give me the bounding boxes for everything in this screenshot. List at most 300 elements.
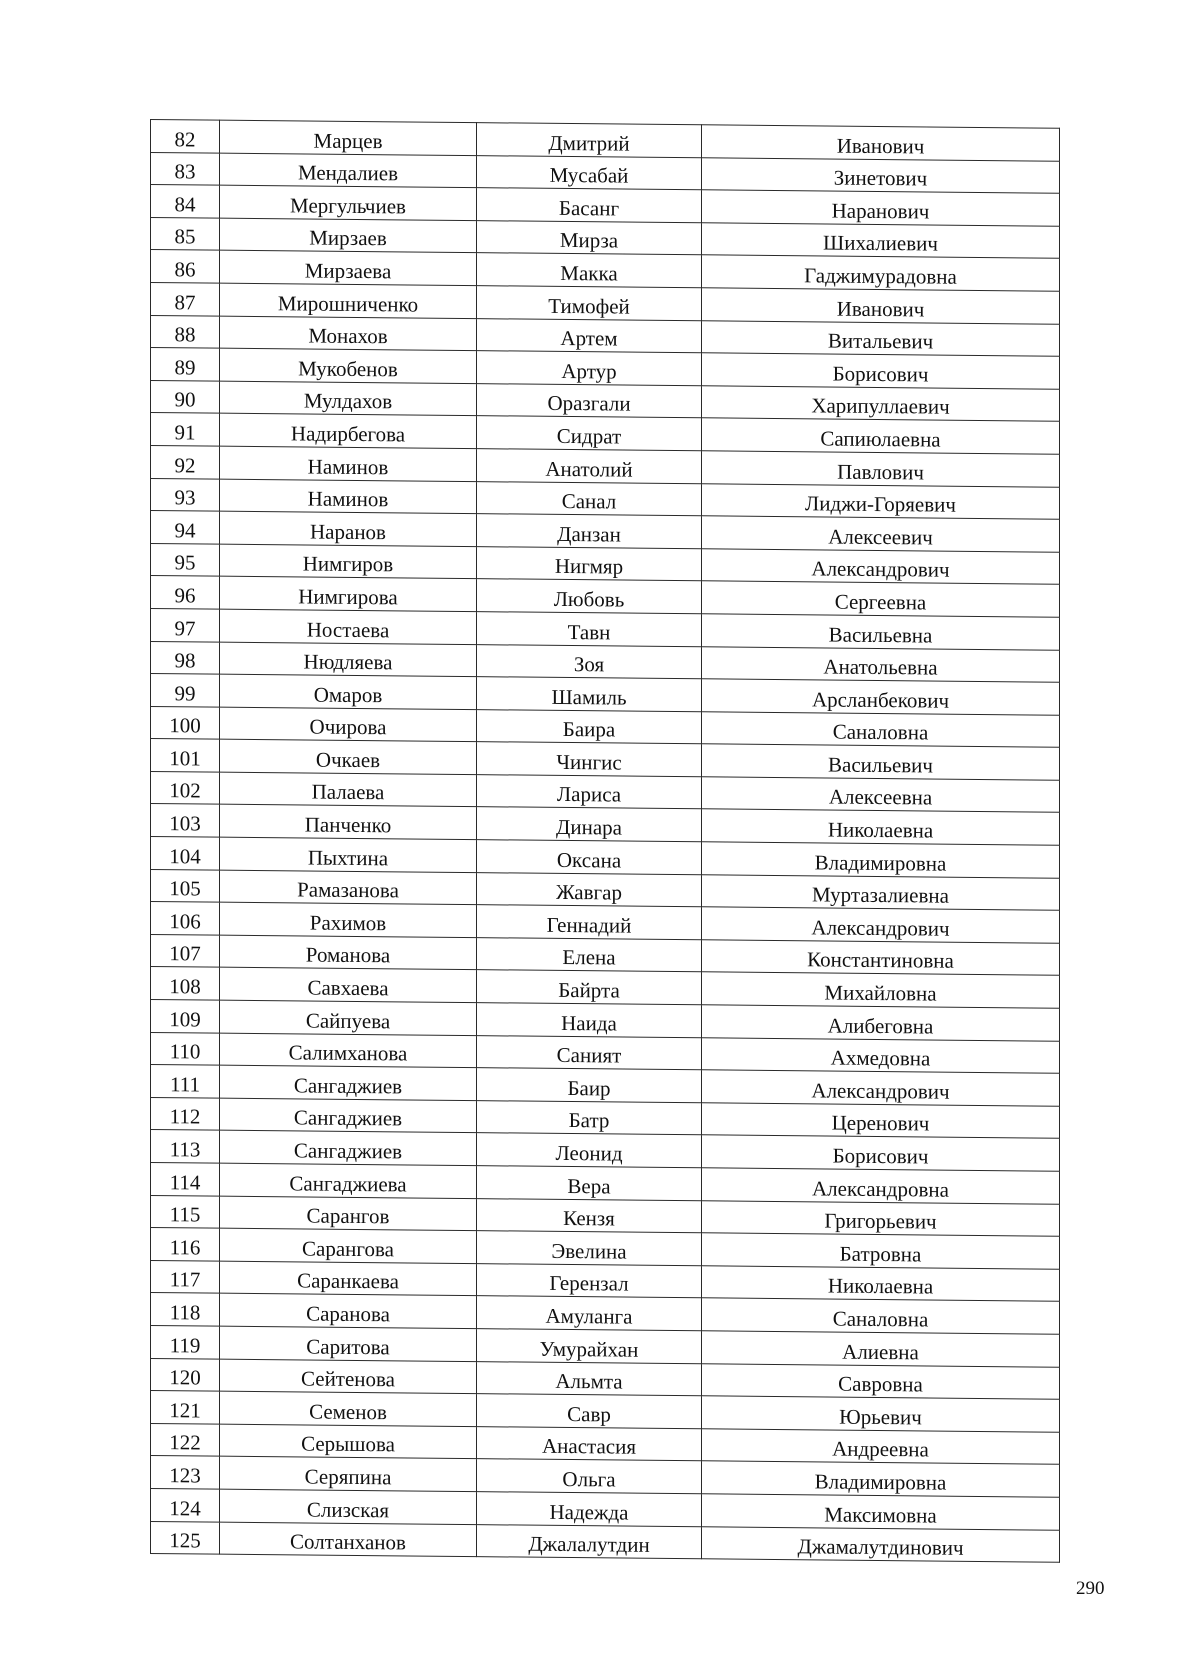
first-name-cell [477, 872, 702, 907]
first-name-cell [477, 1492, 702, 1527]
last-name-cell-text: Саранова [306, 1301, 390, 1327]
last-name-cell-text: Мирзаева [304, 258, 392, 284]
first-name-cell-text: Оразгали [547, 391, 631, 416]
first-name-cell [477, 579, 702, 614]
patronymic-cell [702, 1526, 1060, 1562]
first-name-cell [477, 807, 702, 842]
patronymic-cell-text: Гаджимурадовна [804, 263, 957, 289]
last-name-cell [220, 251, 477, 286]
last-name-cell [220, 185, 477, 220]
first-name-cell-text: Баир [567, 1075, 611, 1101]
last-name-cell [220, 1391, 477, 1426]
row-number-cell [151, 152, 220, 185]
row-number-cell-text: 109 [169, 1006, 201, 1032]
first-name-cell [477, 188, 702, 223]
roster-table-body [151, 120, 1060, 1563]
patronymic-cell-text: Андреевна [832, 1436, 929, 1462]
row-number-cell-text: 101 [169, 746, 201, 771]
row-number-cell [151, 1032, 220, 1065]
patronymic-cell [702, 223, 1060, 259]
row-number-cell [151, 217, 220, 250]
last-name-cell [220, 772, 477, 807]
row-number-cell [151, 511, 220, 544]
last-name-cell-text: Сайпуева [305, 1008, 391, 1033]
last-name-cell-text: Семенов [309, 1399, 387, 1425]
last-name-cell-text: Саранкаева [297, 1268, 399, 1294]
row-number-cell [151, 1163, 220, 1196]
first-name-cell [477, 1035, 702, 1070]
patronymic-cell [702, 1396, 1060, 1432]
row-number-cell-text: 96 [174, 583, 196, 608]
first-name-cell-text: Шамиль [551, 684, 627, 710]
first-name-cell [477, 449, 702, 484]
row-number-cell-text: 94 [174, 517, 196, 543]
first-name-cell [477, 253, 702, 288]
patronymic-cell-text: Борисович [832, 361, 929, 387]
first-name-cell [477, 775, 702, 810]
row-number-cell-text: 118 [169, 1300, 201, 1325]
patronymic-cell [702, 711, 1060, 747]
patronymic-cell-text: Церенович [831, 1110, 930, 1136]
last-name-cell [220, 1326, 477, 1361]
first-name-cell-text: Жавгар [556, 880, 622, 905]
first-name-cell [477, 546, 702, 581]
patronymic-cell-text: Савровна [838, 1371, 923, 1397]
row-number-cell-text: 85 [174, 224, 196, 249]
patronymic-cell-text: Юрьевич [839, 1404, 922, 1430]
patronymic-cell-text: Константиновна [807, 947, 954, 974]
first-name-cell-text: Анастасия [541, 1434, 637, 1460]
last-name-cell-text: Рахимов [309, 910, 387, 936]
row-number-cell [151, 413, 220, 446]
last-name-cell-text: Романова [305, 942, 391, 968]
first-name-cell [477, 416, 702, 451]
patronymic-cell-text: Алексеевна [828, 784, 933, 810]
patronymic-cell-text: Васильевна [828, 622, 933, 648]
first-name-cell-text: Эвелина [551, 1238, 627, 1264]
first-name-cell-text: Баира [562, 717, 616, 742]
last-name-cell-text: Надирбегова [290, 421, 406, 447]
last-name-cell [220, 218, 477, 253]
patronymic-cell-text: Александрович [811, 1078, 950, 1104]
last-name-cell-text: Мукобенов [298, 356, 398, 382]
last-name-cell [220, 1131, 477, 1166]
first-name-cell-text: Саният [556, 1043, 622, 1068]
patronymic-cell [702, 288, 1060, 324]
last-name-cell-text: Саритова [306, 1334, 390, 1359]
first-name-cell [477, 1524, 702, 1559]
row-number-cell-text: 119 [169, 1332, 201, 1358]
row-number-cell-text: 89 [174, 354, 196, 380]
row-number-cell [151, 837, 220, 870]
row-number-cell [151, 120, 220, 153]
patronymic-cell-text: Арсланбекович [811, 687, 950, 713]
row-number-cell [151, 1097, 220, 1130]
patronymic-cell [702, 907, 1060, 943]
first-name-cell [477, 318, 702, 353]
first-name-cell [477, 1003, 702, 1038]
last-name-cell-text: Нимгирова [298, 584, 398, 610]
last-name-cell-text: Очирова [309, 714, 387, 740]
row-number-cell-text: 104 [169, 843, 201, 869]
patronymic-cell-text: Лиджи-Горяевич [805, 491, 956, 517]
last-name-cell [220, 1196, 477, 1231]
first-name-cell [477, 742, 702, 777]
first-name-cell [477, 937, 702, 972]
first-name-cell-text: Умурайхан [539, 1336, 639, 1362]
row-number-cell [151, 706, 220, 739]
last-name-cell [220, 642, 477, 677]
row-number-cell [151, 1195, 220, 1228]
patronymic-cell-text: Владимировна [814, 1469, 947, 1495]
patronymic-cell-text: Николаевна [827, 817, 934, 843]
first-name-cell-text: Лариса [556, 782, 622, 807]
first-name-cell-text: Вера [567, 1173, 611, 1199]
last-name-cell [220, 1065, 477, 1100]
row-number-cell-text: 97 [174, 615, 196, 640]
row-number-cell-text: 123 [169, 1463, 201, 1488]
last-name-cell [220, 1522, 477, 1557]
last-name-cell-text: Серяпина [304, 1464, 392, 1490]
row-number-cell-text: 113 [169, 1137, 201, 1162]
row-number-cell [151, 739, 220, 772]
row-number-cell-text: 106 [169, 909, 201, 934]
first-name-cell [477, 481, 702, 516]
first-name-cell-text: Елена [562, 945, 616, 970]
first-name-cell-text: Басанг [558, 195, 620, 221]
row-number-cell-text: 100 [169, 713, 201, 738]
first-name-cell-text: Савр [567, 1401, 611, 1427]
last-name-cell [220, 674, 477, 709]
row-number-cell [151, 1065, 220, 1098]
first-name-cell-text: Геннадий [546, 912, 632, 938]
row-number-cell [151, 1325, 220, 1358]
row-number-cell [151, 543, 220, 576]
row-number-cell [151, 934, 220, 967]
patronymic-cell-text: Алексеевич [828, 524, 933, 550]
first-name-cell [477, 1394, 702, 1429]
last-name-cell [220, 153, 477, 188]
first-name-cell-text: Любовь [553, 586, 625, 612]
row-number-cell [151, 1358, 220, 1391]
patronymic-cell [702, 320, 1060, 356]
patronymic-cell [702, 777, 1060, 813]
first-name-cell [477, 1459, 702, 1494]
last-name-cell [220, 707, 477, 742]
row-number-cell [151, 250, 220, 283]
patronymic-cell [702, 255, 1060, 291]
row-number-cell-text: 105 [169, 876, 201, 901]
row-number-cell-text: 116 [169, 1234, 201, 1260]
first-name-cell [477, 1198, 702, 1233]
patronymic-cell-text: Николаевна [827, 1273, 934, 1299]
row-number-cell [151, 576, 220, 609]
row-number-cell [151, 674, 220, 707]
first-name-cell [477, 709, 702, 744]
first-name-cell [477, 1361, 702, 1396]
patronymic-cell-text: Владимировна [814, 850, 947, 876]
last-name-cell-text: Сангаджиева [289, 1170, 407, 1197]
last-name-cell [220, 316, 477, 351]
first-name-cell [477, 1296, 702, 1331]
row-number-cell-text: 82 [174, 126, 196, 152]
last-name-cell [220, 544, 477, 579]
patronymic-cell [702, 1363, 1060, 1399]
patronymic-cell-text: Батровна [839, 1241, 922, 1267]
page-number: 290 [1076, 1578, 1105, 1599]
first-name-cell-text: Герензал [549, 1271, 629, 1296]
last-name-cell [220, 837, 477, 872]
last-name-cell [220, 1033, 477, 1068]
patronymic-cell-text: Шихалиевич [823, 230, 938, 256]
first-name-cell-text: Наида [561, 1010, 617, 1036]
patronymic-cell [702, 1200, 1060, 1236]
row-number-cell [151, 1423, 220, 1456]
patronymic-cell-text: Александровна [812, 1175, 949, 1202]
first-name-cell-text: Мирза [559, 228, 619, 253]
last-name-cell-text: Мулдахов [303, 388, 393, 414]
patronymic-cell-text: Иванович [836, 296, 925, 321]
row-number-cell [151, 771, 220, 804]
first-name-cell [477, 1263, 702, 1298]
row-number-cell [151, 902, 220, 935]
row-number-cell-text: 111 [170, 1072, 200, 1097]
patronymic-cell-text: Васильевич [828, 752, 933, 778]
last-name-cell [220, 1489, 477, 1524]
patronymic-cell [702, 1266, 1060, 1302]
patronymic-cell [702, 1461, 1060, 1497]
row-number-cell-text: 84 [174, 192, 196, 217]
patronymic-cell-text: Зинетович [833, 165, 928, 191]
first-name-cell [477, 1329, 702, 1364]
first-name-cell [477, 123, 702, 158]
first-name-cell-text: Артур [561, 358, 617, 384]
first-name-cell-text: Макка [560, 260, 618, 286]
row-number-cell [151, 804, 220, 837]
row-number-cell-text: 117 [169, 1267, 201, 1292]
patronymic-cell-text: Павлович [837, 459, 924, 484]
patronymic-cell-text: Джамалутдинович [797, 1534, 964, 1560]
patronymic-cell-text: Александрович [811, 915, 950, 941]
patronymic-cell [702, 614, 1060, 650]
patronymic-cell [702, 549, 1060, 585]
first-name-cell [477, 970, 702, 1005]
first-name-cell [477, 905, 702, 940]
last-name-cell [220, 576, 477, 611]
first-name-cell-text: Леонид [555, 1140, 623, 1166]
last-name-cell [220, 968, 477, 1003]
first-name-cell [477, 840, 702, 875]
last-name-cell [220, 1359, 477, 1394]
first-name-cell-text: Нигмяр [554, 554, 624, 579]
row-number-cell [151, 478, 220, 511]
patronymic-cell-text: Алибеговна [827, 1013, 934, 1039]
last-name-cell [220, 609, 477, 644]
last-name-cell [220, 902, 477, 937]
row-number-cell-text: 115 [169, 1202, 201, 1227]
first-name-cell-text: Джалалутдин [528, 1531, 650, 1557]
patronymic-cell-text: Витальевич [827, 328, 934, 354]
last-name-cell-text: Марцев [313, 128, 383, 153]
row-number-cell-text: 102 [169, 778, 201, 803]
first-name-cell [477, 351, 702, 386]
last-name-cell-text: Сангаджиев [293, 1105, 403, 1131]
last-name-cell-text: Рамазанова [297, 877, 399, 903]
last-name-cell-text: Наминов [307, 454, 389, 479]
last-name-cell-text: Слизская [306, 1497, 390, 1522]
row-number-cell-text: 122 [169, 1430, 201, 1455]
row-number-cell [151, 869, 220, 902]
first-name-cell [477, 514, 702, 549]
patronymic-cell [702, 581, 1060, 617]
first-name-cell-text: Сидрат [556, 423, 622, 449]
patronymic-cell [702, 516, 1060, 552]
first-name-cell [477, 1426, 702, 1461]
last-name-cell-text: Сарангова [302, 1236, 394, 1262]
first-name-cell-text: Батр [568, 1108, 610, 1133]
first-name-cell-text: Ольга [562, 1466, 616, 1492]
row-number-cell-text: 90 [174, 387, 196, 412]
last-name-cell-text: Нюдляева [303, 649, 393, 675]
last-name-cell-text: Нимгиров [302, 551, 394, 577]
patronymic-cell-text: Максимовна [824, 1502, 937, 1528]
row-number-cell-text: 107 [169, 941, 201, 966]
first-name-cell-text: Надежда [549, 1499, 629, 1525]
row-number-cell-text: 114 [169, 1169, 201, 1195]
patronymic-cell [702, 1233, 1060, 1269]
row-number-cell-text: 124 [169, 1495, 201, 1521]
row-number-cell-text: 120 [169, 1365, 201, 1390]
patronymic-cell-text: Григорьевич [824, 1208, 937, 1234]
last-name-cell-text: Палаева [311, 780, 385, 805]
first-name-cell-text: Байрта [558, 977, 620, 1003]
row-number-cell [151, 445, 220, 478]
patronymic-cell [702, 1135, 1060, 1171]
last-name-cell-text: Монахов [308, 323, 388, 349]
first-name-cell-text: Мусабай [549, 163, 629, 188]
row-number-cell [151, 315, 220, 348]
last-name-cell-text: Пыхтина [307, 845, 389, 870]
first-name-cell-text: Санал [561, 489, 617, 514]
patronymic-cell-text: Муртазалиевна [812, 882, 949, 908]
last-name-cell [220, 739, 477, 774]
patronymic-cell [702, 125, 1060, 161]
last-name-cell [220, 935, 477, 970]
patronymic-cell [702, 744, 1060, 780]
patronymic-cell [702, 842, 1060, 878]
row-number-cell-text: 91 [174, 420, 196, 445]
last-name-cell-text: Панченко [304, 812, 392, 838]
patronymic-cell [702, 1070, 1060, 1106]
row-number-cell-text: 87 [174, 289, 196, 314]
last-name-cell-text: Солтанханов [290, 1529, 406, 1555]
last-name-cell-text: Ностаева [306, 617, 390, 642]
row-number-cell [151, 1000, 220, 1033]
last-name-cell [220, 479, 477, 514]
last-name-cell [220, 120, 477, 155]
last-name-cell-text: Серышова [301, 1431, 395, 1457]
patronymic-cell-text: Алиевна [842, 1339, 919, 1364]
row-number-cell [151, 1391, 220, 1424]
row-number-cell-text: 112 [169, 1104, 201, 1129]
first-name-cell-text: Динара [556, 814, 622, 840]
first-name-cell [477, 1231, 702, 1266]
row-number-cell [151, 1456, 220, 1489]
row-number-cell-text: 125 [169, 1528, 201, 1553]
patronymic-cell [702, 1168, 1060, 1204]
last-name-cell [220, 870, 477, 905]
patronymic-cell-text: Александрович [811, 556, 950, 582]
row-number-cell-text: 99 [174, 680, 196, 706]
last-name-cell [220, 1261, 477, 1296]
last-name-cell [220, 1000, 477, 1035]
patronymic-cell [702, 1005, 1060, 1041]
first-name-cell [477, 155, 702, 190]
row-number-cell [151, 1293, 220, 1326]
row-number-cell [151, 348, 220, 381]
last-name-cell-text: Сарангов [306, 1203, 390, 1229]
first-name-cell [477, 612, 702, 647]
last-name-cell [220, 805, 477, 840]
first-name-cell [477, 644, 702, 679]
row-number-cell [151, 380, 220, 413]
row-number-cell-text: 86 [174, 257, 196, 282]
last-name-cell [220, 414, 477, 449]
first-name-cell [477, 286, 702, 321]
first-name-cell [477, 1068, 702, 1103]
patronymic-cell [702, 1298, 1060, 1334]
row-number-cell [151, 1488, 220, 1521]
row-number-cell [151, 1130, 220, 1163]
last-name-cell [220, 1098, 477, 1133]
patronymic-cell [702, 483, 1060, 519]
last-name-cell [220, 1163, 477, 1198]
patronymic-cell [702, 1494, 1060, 1530]
row-number-cell-text: 103 [169, 811, 201, 836]
roster-table [150, 119, 1060, 1563]
last-name-cell-text: Сангаджиев [293, 1073, 403, 1099]
row-number-cell [151, 1260, 220, 1293]
row-number-cell-text: 95 [174, 550, 196, 575]
patronymic-cell [702, 353, 1060, 389]
patronymic-cell-text: Михайловна [824, 980, 937, 1006]
first-name-cell-text: Чингис [556, 749, 622, 775]
first-name-cell-text: Зоя [573, 652, 605, 677]
last-name-cell-text: Омаров [313, 682, 383, 707]
row-number-cell [151, 641, 220, 674]
row-number-cell-text: 98 [174, 648, 196, 673]
patronymic-cell [702, 679, 1060, 715]
patronymic-cell-text: Иванович [836, 133, 925, 159]
patronymic-cell [702, 451, 1060, 487]
row-number-cell [151, 608, 220, 641]
last-name-cell-text: Мергульчиев [290, 193, 406, 219]
patronymic-cell [702, 157, 1060, 193]
first-name-cell [477, 1166, 702, 1201]
first-name-cell-text: Данзан [557, 521, 621, 547]
patronymic-cell-text: Наранович [831, 198, 930, 224]
last-name-cell [220, 446, 477, 481]
patronymic-cell-text: Анатольевна [823, 654, 938, 680]
row-number-cell-text: 108 [169, 974, 201, 999]
last-name-cell-text: Наранов [310, 519, 386, 544]
last-name-cell [220, 1457, 477, 1492]
row-number-cell-text: 88 [174, 322, 196, 347]
patronymic-cell [702, 1037, 1060, 1073]
first-name-cell-text: Тавн [567, 619, 611, 644]
patronymic-cell [702, 418, 1060, 454]
patronymic-cell [702, 646, 1060, 682]
